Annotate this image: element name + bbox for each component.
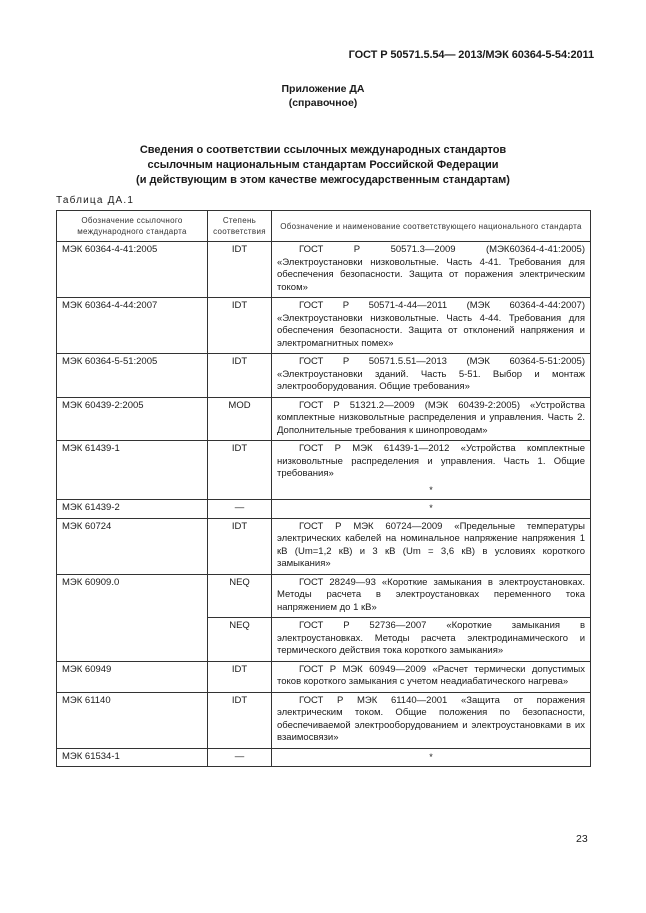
cell-code: МЭК 60724 <box>57 518 208 574</box>
footnote-mark: * <box>429 751 433 762</box>
cell-degree: IDT <box>208 242 272 298</box>
footnote-mark: * <box>429 484 433 495</box>
table-caption: Таблица ДА.1 <box>56 195 135 206</box>
cell-code: МЭК 61534-1 <box>57 748 208 767</box>
cell-degree: IDT <box>208 518 272 574</box>
annex-heading <box>0 82 646 110</box>
cell-code: МЭК 60364-4-41:2005 <box>57 242 208 298</box>
header-national: Обозначение и наименование соответствующего национального стандарта <box>272 211 591 242</box>
cell-degree: IDT <box>208 441 272 500</box>
cell-desc: ГОСТ Р 50571.3—2009 (МЭК60364-4-41:2005) «Электроустановки низковольтные. Часть 4-41. Требования для обеспечения безопасности. Защита от поражения электрическим током» <box>272 242 591 298</box>
cell-desc: ГОСТ Р 51321.2—2009 (МЭК 60439-2:2005) «Устройства комплектные низковольтные распределения и управления. Часть 2. Дополнительные требования к шинопроводам» <box>272 397 591 441</box>
table-row <box>57 441 591 500</box>
standards-table <box>56 210 591 767</box>
cell-code: МЭК 60364-5-51:2005 <box>57 354 208 398</box>
cell-code: МЭК 60909.0 <box>57 574 208 661</box>
cell-desc <box>272 441 591 500</box>
cell-desc <box>272 748 591 767</box>
cell-degree: IDT <box>208 354 272 398</box>
title-line: (и действующим в этом качестве межгосударственным стандартам) <box>136 174 510 186</box>
cell-desc: ГОСТ Р МЭК 60724—2009 «Предельные температуры электрических кабелей на номинальное напряжение напряжения 1 кВ (Um=1,2 кВ) и 3 кВ (Um = 3,6 кВ) в условиях короткого замыкания» <box>272 518 591 574</box>
header-degree: Степень соответствия <box>208 211 272 242</box>
table-header-row <box>57 211 591 242</box>
cell-degree: — <box>208 500 272 519</box>
cell-degree: — <box>208 748 272 767</box>
cell-degree: IDT <box>208 298 272 354</box>
cell-code: МЭК 61439-2 <box>57 500 208 519</box>
section-title <box>0 143 646 188</box>
table-row <box>57 574 591 618</box>
table-row <box>57 397 591 441</box>
cell-degree: IDT <box>208 661 272 692</box>
page-number: 23 <box>576 833 588 845</box>
cell-desc: ГОСТ Р МЭК 60949—2009 «Расчет термически допустимых токов короткого замыкания с учетом неадиабатического нагрева» <box>272 661 591 692</box>
cell-desc <box>272 500 591 519</box>
cell-code: МЭК 60439-2:2005 <box>57 397 208 441</box>
cell-desc-text: ГОСТ Р МЭК 61439-1—2012 «Устройства комплектные низковольтные распределения и управления. Часть 1. Общие требования» <box>277 443 585 479</box>
header-code: Обозначение ссылочного международного стандарта <box>57 211 208 242</box>
cell-desc: ГОСТ Р 52736—2007 «Короткие замыкания в электроустановках. Методы расчета электродинамического и термического действия тока короткого замыкания» <box>272 618 591 662</box>
cell-desc: ГОСТ Р 50571-4-44—2011 (МЭК 60364-4-44:2007) «Электроустановки низковольтные. Часть 4-44. Требования для обеспечения безопасности. Защита от отклонений напряжения и электромагнитных помех» <box>272 298 591 354</box>
document-header: ГОСТ Р 50571.5.54— 2013/МЭК 60364-5-54:2011 <box>348 49 594 61</box>
table-row <box>57 500 591 519</box>
cell-degree: MOD <box>208 397 272 441</box>
table-row <box>57 298 591 354</box>
cell-code: МЭК 61140 <box>57 692 208 748</box>
cell-code: МЭК 60949 <box>57 661 208 692</box>
cell-degree: NEQ <box>208 574 272 618</box>
annex-title: Приложение ДА <box>281 83 365 95</box>
table-row <box>57 692 591 748</box>
table-row <box>57 748 591 767</box>
cell-code: МЭК 61439-1 <box>57 441 208 500</box>
cell-degree: NEQ <box>208 618 272 662</box>
title-line: Сведения о соответствии ссылочных международных стандартов <box>139 144 507 156</box>
cell-desc: ГОСТ Р МЭК 61140—2001 «Защита от поражения электрическим током. Общие положения по безопасности, обеспечиваемой электрооборудованием и электроустановками в их взаимосвязи» <box>272 692 591 748</box>
table-row <box>57 518 591 574</box>
cell-code: МЭК 60364-4-44:2007 <box>57 298 208 354</box>
cell-degree: IDT <box>208 692 272 748</box>
footnote-mark: * <box>429 503 433 513</box>
title-line: ссылочным национальным стандартам Российской Федерации <box>147 159 499 171</box>
cell-desc: ГОСТ Р 50571.5.51—2013 (МЭК 60364-5-51:2005) «Электроустановки зданий. Часть 5-51. Выбор и монтаж электрооборудования. Общие требования» <box>272 354 591 398</box>
table-row <box>57 661 591 692</box>
table-row <box>57 354 591 398</box>
table-row <box>57 242 591 298</box>
cell-desc: ГОСТ 28249—93 «Короткие замыкания в электроустановках. Методы расчета в электроустановках переменного тока напряжением до 1 кВ» <box>272 574 591 618</box>
annex-subtitle: (справочное) <box>288 97 358 109</box>
